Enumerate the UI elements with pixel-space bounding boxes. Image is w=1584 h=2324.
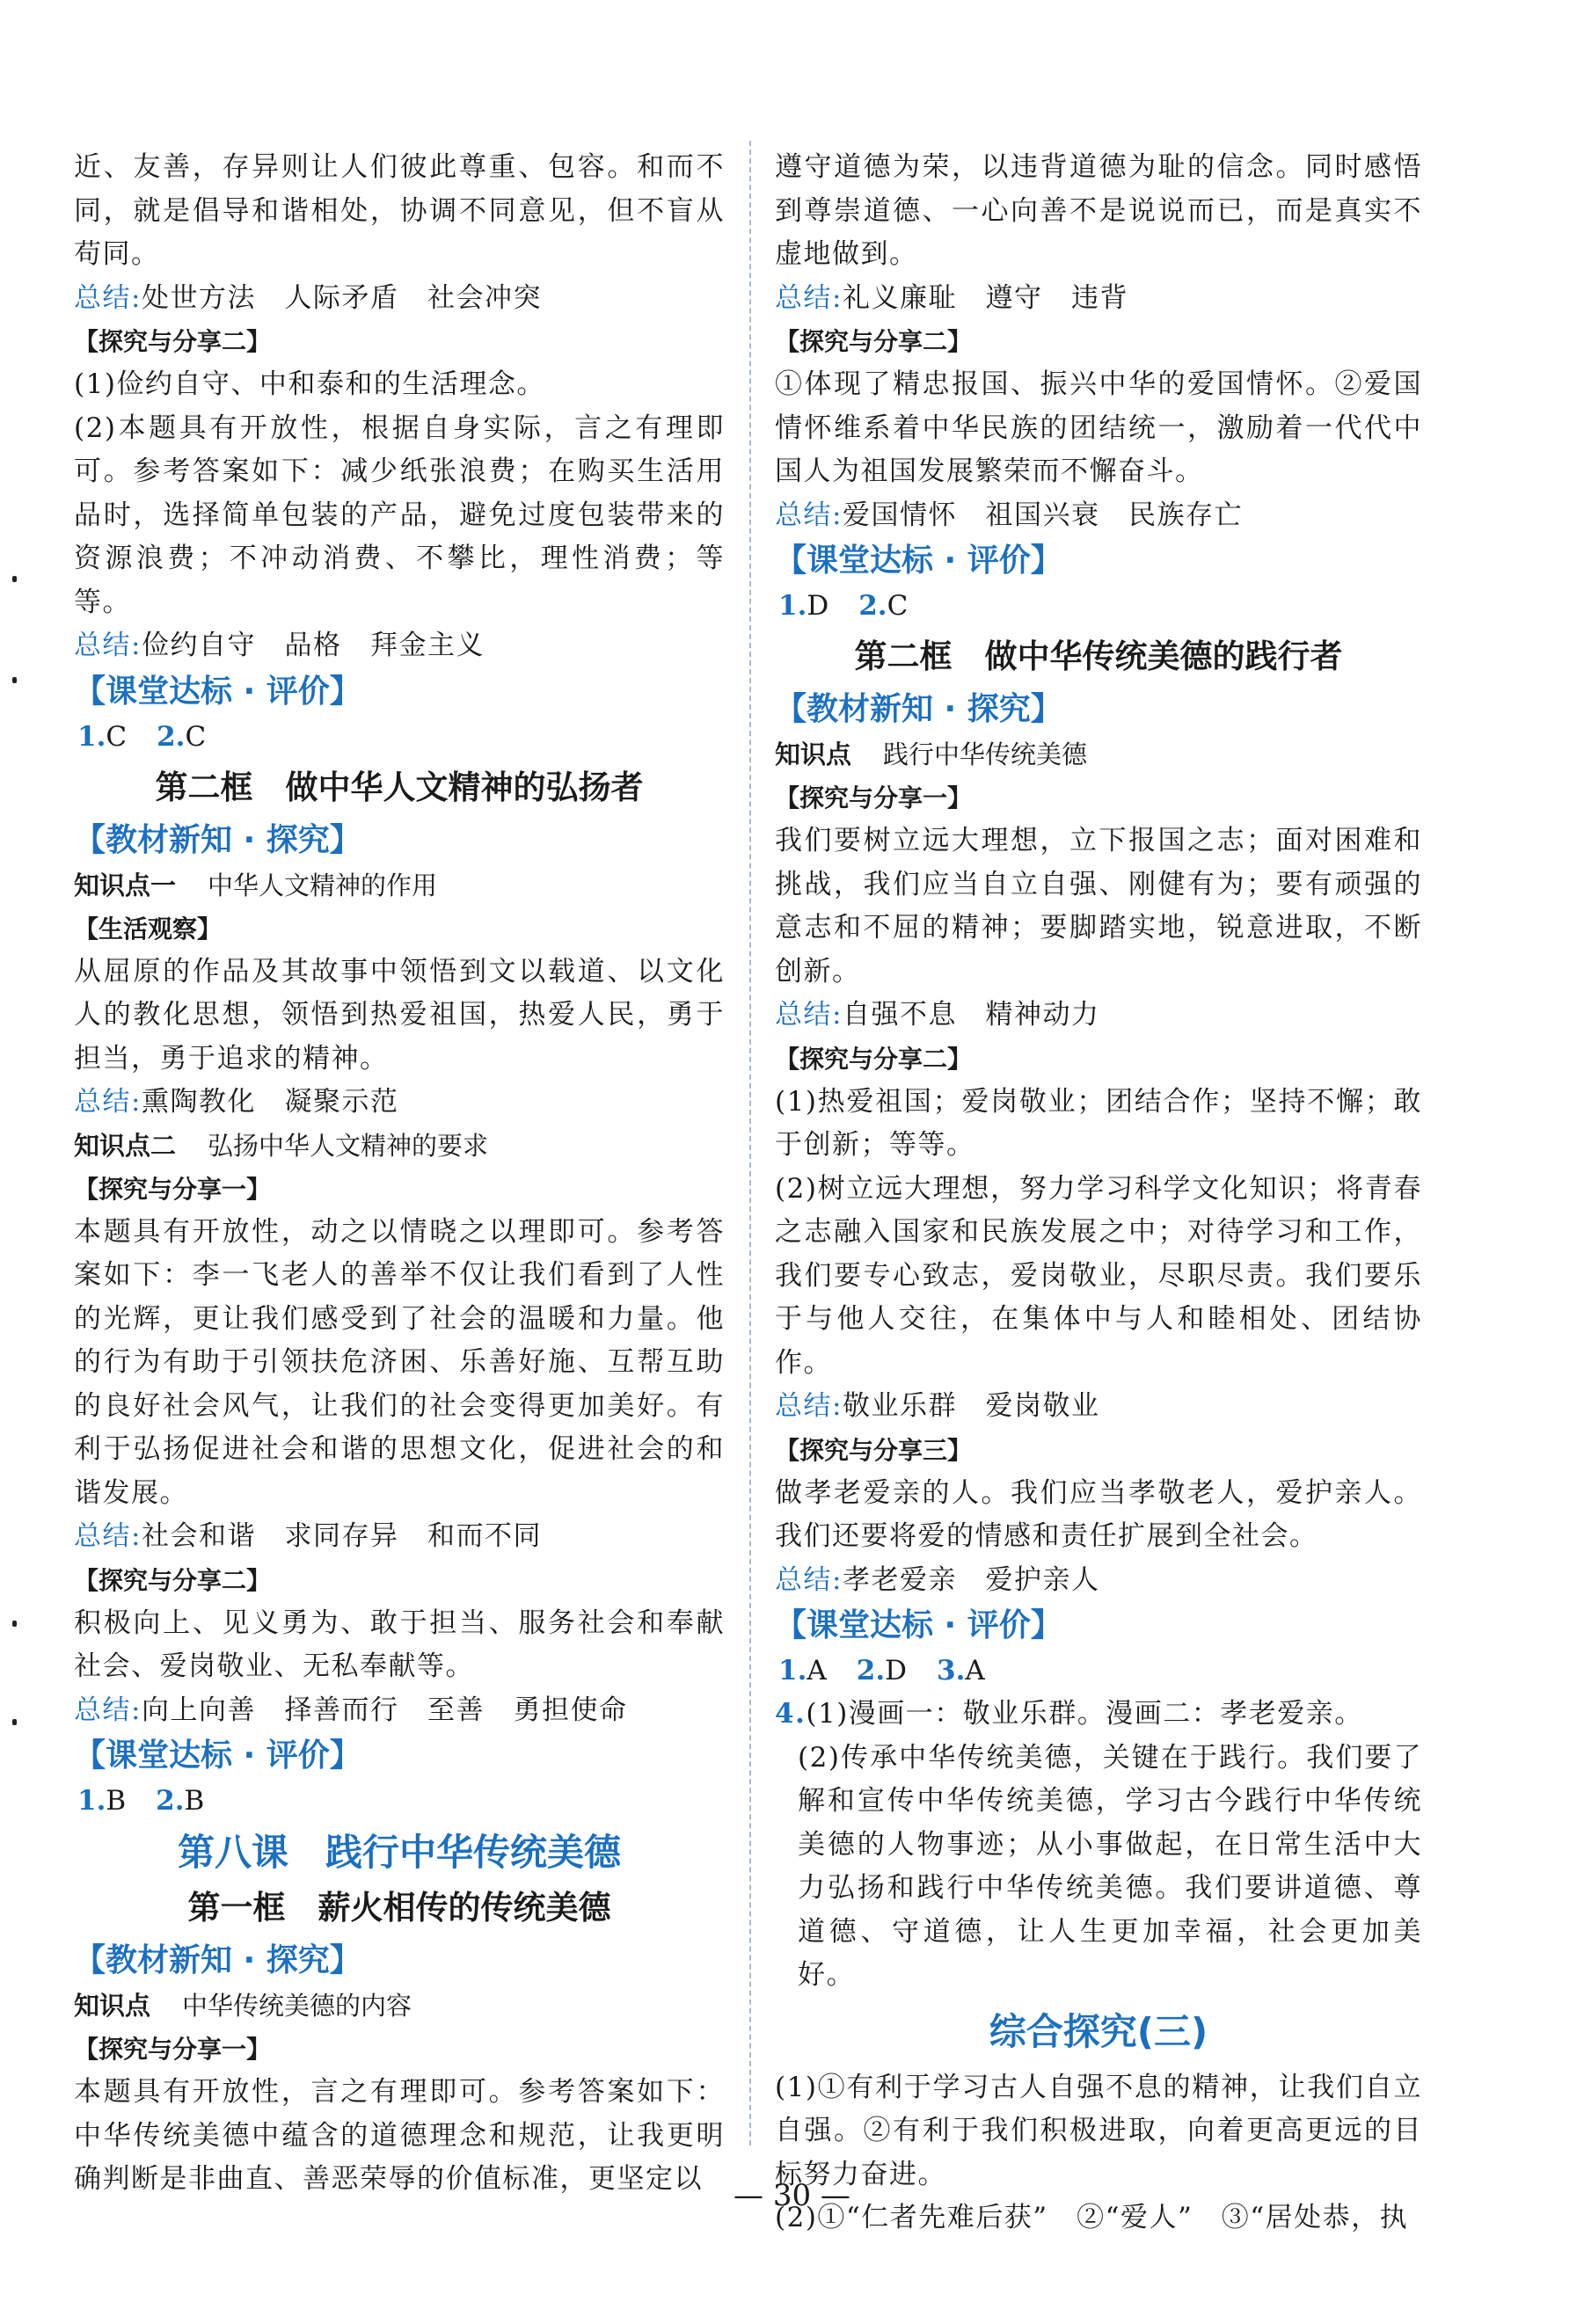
- paragraph: 做孝老爱亲的人。我们应当孝敬老人，爱护亲人。我们还要将爱的情感和责任扩展到全社会。: [775, 1476, 1422, 1552]
- answer-item: 1.B: [77, 1785, 127, 1817]
- assessment-heading: 【课堂达标 · 评价】: [74, 1738, 361, 1774]
- summary: [775, 277, 1422, 321]
- summary: [775, 1385, 1422, 1429]
- comprehensive-inquiry-title: 综合探究(三): [989, 2009, 1208, 2053]
- summary-text: 自强不息 精神动力: [842, 999, 1100, 1031]
- answer-item: 1.D: [778, 590, 829, 622]
- summary-label: 总结:: [775, 1563, 843, 1596]
- answer-item: 2.C: [858, 590, 909, 622]
- paragraph: (1)热爱祖国；爱岗敬业；团结合作；坚持不懈；敢于创新；等等。: [775, 1085, 1422, 1161]
- summary-text: 敬业乐群 爱岗敬业: [842, 1390, 1100, 1422]
- lesson-title: 第八课 践行中华传统美德: [177, 1831, 621, 1874]
- summary: [775, 994, 1422, 1038]
- summary: [74, 624, 725, 668]
- paragraph: 从屈原的作品及其故事中领悟到文以载道、以文化人的教化思想，领悟到热爱祖国，热爱人民，勇于担当，勇于追求的精神。: [74, 955, 725, 1075]
- column-divider: [749, 141, 751, 2146]
- answer-item: 1.A: [778, 1655, 827, 1687]
- new-knowledge-heading: 【教材新知 · 探究】: [74, 1942, 361, 1978]
- page-number: — 30 —: [734, 2178, 850, 2213]
- paragraph: 我们要树立远大理想，立下报国之志；面对困难和挑战，我们应当自立自强、刚健有为；要有顽强的意志和不屈的精神；要脚踏实地，锐意进取，不断创新。: [775, 825, 1422, 987]
- knowledge-point: 知识点二 弘扬中华人文精神的要求: [74, 1130, 489, 1161]
- summary: [775, 494, 1422, 538]
- section-heading: 【探究与分享一】: [74, 2035, 272, 2064]
- summary-label: 总结:: [775, 281, 843, 314]
- paragraph: (1)俭约自守、中和泰和的生活理念。: [74, 368, 545, 400]
- section-heading: 【探究与分享二】: [775, 1044, 973, 1074]
- paragraph: (2)树立远大理想，努力学习科学文化知识；将青春之志融入国家和民族发展之中；对待学习和工作，我们要专心致志，爱岗敬业，尽职尽责。我们要乐于与他人交往，在集体中与人和睦相处、团结协作。: [775, 1172, 1422, 1379]
- summary: [775, 1559, 1422, 1603]
- answer-item: 1.C: [77, 720, 128, 753]
- summary-text: 熏陶教化 凝聚示范: [141, 1086, 399, 1118]
- paragraph: (2)传承中华传统美德，关键在于践行。我们要了解和宣传中华传统美德，学习古今践行中华传统美德的人物事迹；从小事做起，在日常生活中大力弘扬和践行中华传统美德。我们要讲道德、尊道德、守道德，让人生更加幸福，社会更加美好。: [798, 1741, 1422, 1991]
- question-4: 4.(1)漫画一：敬业乐群。漫画二：孝老爱亲。: [775, 1698, 1363, 1730]
- new-knowledge-heading: 【教材新知 · 探究】: [74, 821, 361, 858]
- frame-title: 第二框 做中华人文精神的弘扬者: [155, 768, 644, 806]
- new-knowledge-heading: 【教材新知 · 探究】: [775, 691, 1062, 727]
- paragraph: (1)①有利于学习古人自强不息的精神，让我们自立自强。②有利于我们积极进取，向着更高更远的目标努力奋进。: [775, 2071, 1422, 2190]
- knowledge-point: 知识点 践行中华传统美德: [775, 739, 1088, 769]
- margin-mark: [12, 1621, 17, 1627]
- summary-text: 处世方法 人际矛盾 社会冲突: [141, 281, 542, 314]
- section-heading: 【生活观察】: [74, 914, 223, 943]
- section-heading: 【探究与分享二】: [775, 327, 973, 356]
- answer-item: 3.A: [937, 1655, 985, 1687]
- answer-item: 2.B: [156, 1785, 205, 1817]
- summary: [74, 277, 725, 321]
- paragraph: 近、友善，存异则让人们彼此尊重、包容。和而不同，就是倡导和谐相处，协调不同意见，但不盲从苟同。: [74, 151, 725, 270]
- paragraph: 积极向上、见义勇为、敢于担当、服务社会和奉献社会、爱岗敬业、无私奉献等。: [74, 1606, 725, 1682]
- summary-label: 总结:: [775, 999, 843, 1031]
- answer-row: [778, 585, 1422, 628]
- left-column: [74, 146, 725, 2202]
- margin-mark: [12, 576, 17, 582]
- summary-text: 社会和谐 求同存异 和而不同: [141, 1520, 542, 1552]
- knowledge-point: 知识点 中华传统美德的内容: [74, 1991, 412, 2021]
- summary-text: 俭约自守 品格 拜金主义: [141, 630, 485, 661]
- summary: [74, 1081, 725, 1125]
- summary-text: 礼义廉耻 遵守 违背: [842, 281, 1128, 314]
- paragraph: 本题具有开放性，言之有理即可。参考答案如下：中华传统美德中蕴含的道德理念和规范，让我更明确判断是非曲直、善恶荣辱的价值标准，更坚定以: [74, 2076, 725, 2195]
- answer-item: 2.D: [856, 1655, 907, 1687]
- paragraph: 遵守道德为荣，以违背道德为耻的信念。同时感悟到尊崇道德、一心向善不是说说而已，而是真实不虚地做到。: [775, 151, 1422, 270]
- section-heading: 【探究与分享一】: [74, 1174, 272, 1204]
- answer-row: [77, 716, 725, 759]
- summary: [74, 1689, 725, 1733]
- answer-row: [778, 1650, 1422, 1693]
- assessment-heading: 【课堂达标 · 评价】: [775, 543, 1062, 579]
- paragraph: (2)本题具有开放性，根据自身实际，言之有理即可。参考答案如下：减少纸张浪费；在购买生活用品时，选择简单包装的产品，避免过度包装带来的资源浪费；不冲动消费、不攀比，理性消费；等等。: [74, 412, 725, 618]
- summary-text: 孝老爱亲 爱护亲人: [842, 1563, 1100, 1596]
- margin-mark: [12, 677, 17, 683]
- summary-label: 总结:: [74, 630, 142, 661]
- summary-label: 总结:: [74, 1086, 142, 1118]
- summary-text: 向上向善 择善而行 至善 勇担使命: [141, 1694, 628, 1726]
- answer-item: 2.C: [157, 720, 207, 753]
- section-heading: 【探究与分享二】: [74, 1565, 272, 1595]
- summary: [74, 1515, 725, 1559]
- paragraph: (2)①“仁者先难后获” ②“爱人” ③“居处恭，执: [775, 2202, 1409, 2233]
- section-heading: 【探究与分享一】: [775, 783, 973, 812]
- right-column: [775, 146, 1422, 2240]
- section-heading: 【探究与分享三】: [775, 1435, 973, 1465]
- assessment-heading: 【课堂达标 · 评价】: [775, 1607, 1062, 1643]
- margin-mark: [12, 1719, 17, 1725]
- summary-label: 总结:: [775, 499, 843, 531]
- summary-label: 总结:: [74, 1520, 142, 1552]
- assessment-heading: 【课堂达标 · 评价】: [74, 673, 361, 710]
- paragraph: 本题具有开放性，动之以情晓之以理即可。参考答案如下：李一飞老人的善举不仅让我们看到了人性的光辉，更让我们感受到了社会的温暖和力量。他的行为有助于引领扶危济困、乐善好施、互帮互助的良好社会风气，让我们的社会变得更加美好。有利于弘扬促进社会和谐的思想文化，促进社会的和谐发展。: [74, 1215, 725, 1509]
- summary-label: 总结:: [74, 1694, 142, 1726]
- frame-title: 第一框 薪火相传的传统美德: [187, 1889, 611, 1927]
- knowledge-point: 知识点一 中华人文精神的作用: [74, 870, 438, 900]
- summary-text: 爱国情怀 祖国兴衰 民族存亡: [842, 499, 1243, 531]
- answer-row: [77, 1780, 725, 1823]
- section-heading: 【探究与分享二】: [74, 327, 272, 356]
- frame-title: 第二框 做中华传统美德的践行者: [854, 637, 1343, 675]
- summary-label: 总结:: [74, 281, 142, 314]
- summary-label: 总结:: [775, 1390, 843, 1422]
- paragraph: ①体现了精忠报国、振兴中华的爱国情怀。②爱国情怀维系着中华民族的团结统一，激励着一代代中国人为祖国发展繁荣而不懈奋斗。: [775, 368, 1422, 487]
